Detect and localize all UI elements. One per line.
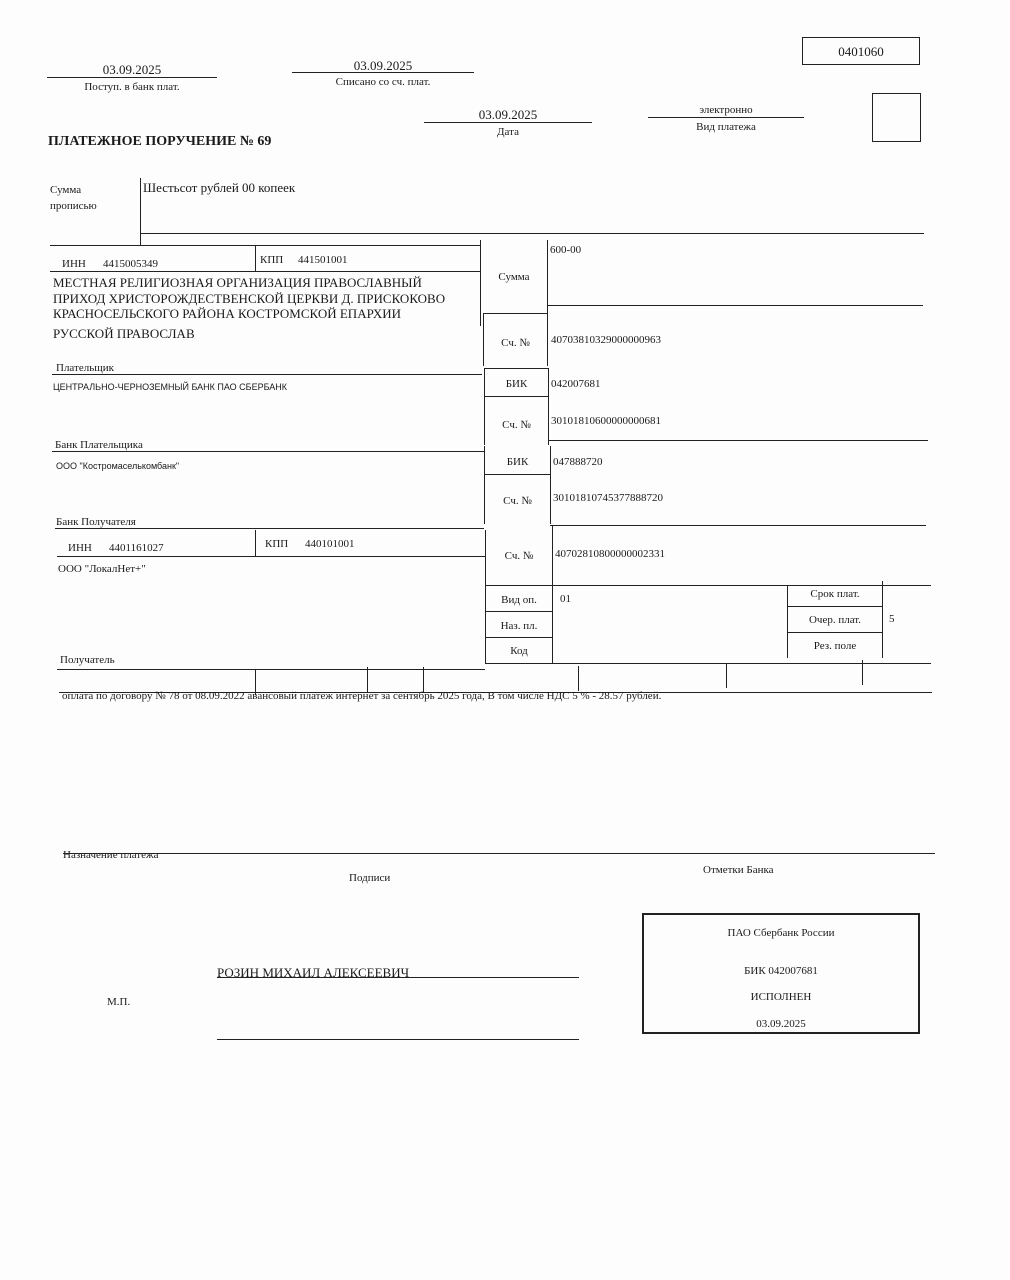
doc-date-label: Дата: [497, 126, 519, 138]
payer-bank-label: Банк Плательщика: [55, 439, 143, 451]
tax-div-4: [578, 666, 579, 691]
payer-name-3: КРАСНОСЕЛЬСКОГО РАЙОНА КОСТРОМСКОЙ ЕПАРХИИ: [53, 306, 402, 321]
amount-words-label-2: прописью: [50, 200, 97, 212]
purpose-text: оплата по договору № 78 от 08.09.2022 авансовый платеж интернет за сентябрь 2025 года, В том числе НДС 5 % - 28.57 рублей.: [62, 690, 662, 702]
payer-name-4: РУССКОЙ ПРАВОСЛАВ: [53, 326, 195, 341]
amount-value: 600-00: [550, 244, 582, 256]
purpose-label: Назначение платежа: [63, 849, 159, 861]
bank-received-date: 03.09.2025: [102, 62, 162, 77]
amount-words-line: [140, 233, 924, 234]
payer-bank-account-line: [548, 440, 928, 441]
stamp-label: М.П.: [107, 996, 131, 1008]
payer-inn-kpp-divider: [255, 245, 256, 271]
payer-name-2: ПРИХОД ХРИСТОРОЖДЕСТВЕНСКОЙ ЦЕРКВИ Д. ПРИСКОКОВО: [53, 291, 446, 306]
payee-bik: 047888720: [553, 456, 603, 468]
payee-account-line: [485, 585, 931, 586]
form-code: 0401060: [838, 44, 884, 59]
payer-kpp: 441501001: [298, 254, 348, 266]
amount-col-divider-top: [480, 240, 481, 326]
stamp-status: ИСПОЛНЕН: [750, 991, 812, 1003]
values-col-divider-top: [547, 240, 548, 366]
payee-inn-kpp-divider: [255, 530, 256, 557]
priority-label: Очер. плат.: [808, 614, 862, 626]
doc-date: 03.09.2025: [478, 107, 538, 122]
op-type-label: Вид оп.: [501, 594, 537, 606]
payer-bik-top-line: [484, 368, 548, 369]
payee-bank-label: Банк Получателя: [56, 516, 136, 528]
payee-bank-account-label: Сч. №: [503, 495, 532, 507]
payer-bik-bottom-line: [484, 396, 548, 397]
tax-div-5: [726, 663, 727, 688]
debited-line: [292, 72, 474, 73]
payee-col-right: [552, 526, 553, 664]
payer-bik-label: БИК: [505, 378, 528, 390]
status-box: [872, 93, 921, 142]
payee-bik-bottom-line: [484, 474, 550, 475]
payee-inn-line: [57, 556, 485, 557]
due-col-right: [882, 581, 883, 658]
doc-title: ПЛАТЕЖНОЕ ПОРУЧЕНИЕ № 69: [48, 134, 272, 149]
signatures-label: Подписи: [349, 872, 391, 884]
tax-div-6: [862, 660, 863, 685]
payee-bank-account-line: [550, 525, 926, 526]
payment-kind: электронно: [699, 104, 753, 116]
purpose-code-line: [485, 637, 552, 638]
bank-marks-label: Отметки Банка: [703, 864, 774, 876]
signature-line-1: [217, 977, 579, 978]
amount-words-divider: [140, 178, 141, 246]
payment-kind-label: Вид платежа: [696, 121, 756, 133]
debited-date: 03.09.2025: [353, 58, 413, 73]
payer-kpp-label: КПП: [260, 254, 284, 266]
purpose-code-label: Наз. пл.: [500, 620, 538, 632]
payer-label: Плательщик: [56, 362, 114, 374]
codes-bottom-line: [485, 663, 931, 664]
signature-line-2: [217, 1039, 579, 1040]
payment-kind-line: [648, 117, 804, 118]
payer-inn: 4415005349: [103, 258, 158, 270]
bank-received-line: [47, 77, 217, 78]
payee-bank-col-right: [550, 446, 551, 524]
payee-account-label: Сч. №: [504, 550, 534, 562]
payee-label: Получатель: [60, 654, 115, 666]
payee-bank-name: ООО "Костромаселькомбанк": [56, 461, 180, 471]
due-line: [787, 606, 883, 607]
priority: 5: [889, 613, 895, 625]
amount-words-value: Шестьсот рублей 00 копеек: [143, 180, 296, 195]
due-label: Срок плат.: [810, 588, 860, 600]
payer-inn-label: ИНН: [62, 258, 86, 270]
stamp-bik: БИК 042007681: [744, 965, 818, 977]
payee-account: 40702810800000002331: [555, 548, 665, 560]
payee-bank-bottom-line: [55, 528, 484, 529]
amount-line: [547, 305, 923, 306]
op-type-line: [485, 611, 552, 612]
bank-received-label: Поступ. в банк плат.: [84, 81, 180, 93]
payer-bank-account: 30101810600000000681: [551, 415, 661, 427]
payer-bank-bottom-line: [52, 451, 484, 452]
payer-bank-col-right: [548, 368, 549, 445]
reserve-label: Рез. поле: [813, 640, 857, 652]
payer-name-1: МЕСТНАЯ РЕЛИГИОЗНАЯ ОРГАНИЗАЦИЯ ПРАВОСЛАВНЫЙ: [53, 275, 422, 290]
payer-top-line: [50, 245, 480, 246]
payer-account: 40703810329000000963: [551, 334, 661, 346]
payer-bik: 042007681: [551, 378, 601, 390]
priority-line: [787, 632, 883, 633]
debited-label: Списано со сч. плат.: [335, 76, 431, 88]
stamp-date: 03.09.2025: [756, 1018, 806, 1030]
payee-name: ООО "ЛокалНет+": [58, 563, 146, 575]
payee-bik-label: БИК: [506, 456, 529, 468]
op-type: 01: [560, 593, 571, 605]
amount-label: Сумма: [498, 271, 530, 283]
payee-kpp: 440101001: [305, 538, 355, 550]
payee-inn: 4401161027: [109, 542, 164, 554]
stamp-bank: ПАО Сбербанк России: [727, 927, 835, 939]
signer-name: РОЗИН МИХАИЛ АЛЕКСЕЕВИЧ: [217, 965, 410, 980]
amount-words-label-1: Сумма: [50, 184, 82, 196]
payer-bottom-line: [52, 374, 482, 375]
payer-bank-name: ЦЕНТРАЛЬНО-ЧЕРНОЗЕМНЫЙ БАНК ПАО СБЕРБАНК: [53, 382, 288, 392]
payee-inn-label: ИНН: [68, 542, 92, 554]
purpose-bottom-line: [63, 853, 935, 854]
payer-account-label: Сч. №: [501, 337, 530, 349]
payee-bank-account: 30101810745377888720: [553, 492, 663, 504]
payer-bank-account-label: Сч. №: [502, 419, 531, 431]
doc-date-line: [424, 122, 592, 123]
code-label: Код: [510, 645, 528, 657]
payee-bottom-line: [57, 669, 485, 670]
payee-kpp-label: КПП: [265, 538, 289, 550]
payer-acc-top-line: [483, 313, 547, 314]
